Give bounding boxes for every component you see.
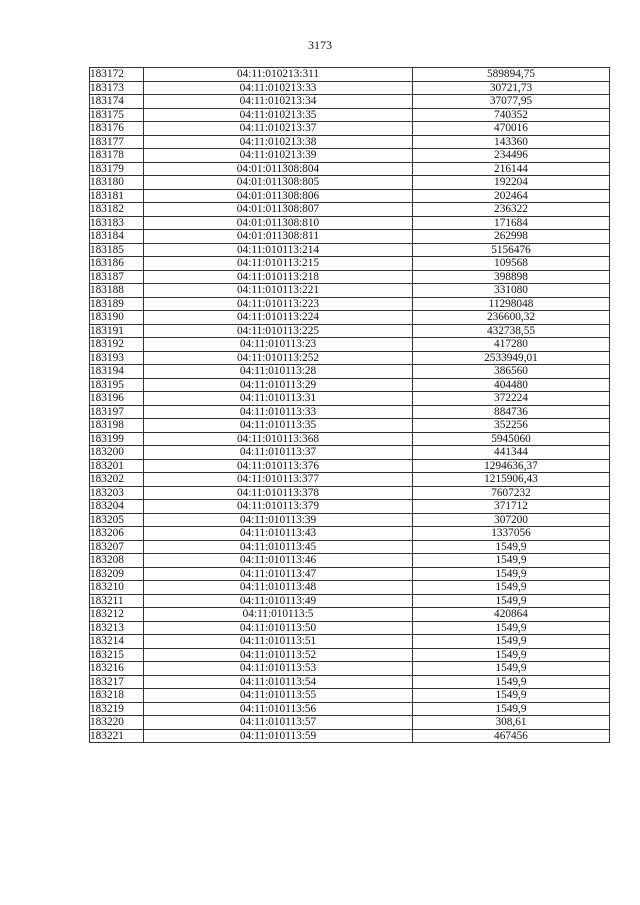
cadastral-number: 04:11:010113:53 <box>144 662 413 676</box>
cadastral-value: 5945060 <box>413 432 610 446</box>
row-number: 183213 <box>90 621 144 635</box>
row-number: 183191 <box>90 324 144 338</box>
cadastral-number: 04:11:010113:35 <box>144 419 413 433</box>
cadastral-value: 371712 <box>413 500 610 514</box>
cadastral-number: 04:11:010113:49 <box>144 594 413 608</box>
cadastral-value: 1549,9 <box>413 567 610 581</box>
table-row <box>90 351 610 365</box>
row-number: 183206 <box>90 527 144 541</box>
cadastral-value: 352256 <box>413 419 610 433</box>
table-row <box>90 540 610 554</box>
cadastral-value: 192204 <box>413 176 610 190</box>
table-row <box>90 68 610 82</box>
cadastral-value: 30721,73 <box>413 81 610 95</box>
table-row <box>90 513 610 527</box>
table-row <box>90 608 610 622</box>
cadastral-number: 04:11:010113:368 <box>144 432 413 446</box>
row-number: 183212 <box>90 608 144 622</box>
table-row <box>90 149 610 163</box>
cadastral-value: 404480 <box>413 378 610 392</box>
row-number: 183197 <box>90 405 144 419</box>
cadastral-number: 04:01:011308:807 <box>144 203 413 217</box>
cadastral-number: 04:11:010213:35 <box>144 108 413 122</box>
row-number: 183189 <box>90 297 144 311</box>
table-row <box>90 554 610 568</box>
cadastral-value: 11298048 <box>413 297 610 311</box>
row-number: 183187 <box>90 270 144 284</box>
row-number: 183209 <box>90 567 144 581</box>
cadastral-number: 04:11:010213:38 <box>144 135 413 149</box>
cadastral-number: 04:11:010113:46 <box>144 554 413 568</box>
table-row <box>90 675 610 689</box>
table-row <box>90 716 610 730</box>
table-row <box>90 122 610 136</box>
cadastral-value: 262998 <box>413 230 610 244</box>
table-row <box>90 243 610 257</box>
cadastral-value: 307200 <box>413 513 610 527</box>
cadastral-value: 216144 <box>413 162 610 176</box>
cadastral-number: 04:11:010213:34 <box>144 95 413 109</box>
cadastral-number: 04:11:010113:31 <box>144 392 413 406</box>
cadastral-value: 1337056 <box>413 527 610 541</box>
cadastral-number: 04:11:010113:43 <box>144 527 413 541</box>
cadastral-number: 04:11:010113:379 <box>144 500 413 514</box>
cadastral-value: 1549,9 <box>413 648 610 662</box>
row-number: 183210 <box>90 581 144 595</box>
cadastral-number: 04:11:010213:39 <box>144 149 413 163</box>
table-row <box>90 162 610 176</box>
cadastral-number: 04:11:010113:29 <box>144 378 413 392</box>
row-number: 183207 <box>90 540 144 554</box>
cadastral-number: 04:11:010113:48 <box>144 581 413 595</box>
cadastral-number: 04:11:010113:47 <box>144 567 413 581</box>
row-number: 183179 <box>90 162 144 176</box>
table-row <box>90 648 610 662</box>
table-row <box>90 486 610 500</box>
cadastral-value: 2533949,01 <box>413 351 610 365</box>
cadastral-value: 1549,9 <box>413 662 610 676</box>
table-row <box>90 594 610 608</box>
table-row <box>90 297 610 311</box>
table-row <box>90 473 610 487</box>
row-number: 183172 <box>90 68 144 82</box>
cadastral-number: 04:11:010113:225 <box>144 324 413 338</box>
row-number: 183217 <box>90 675 144 689</box>
cadastral-value: 236322 <box>413 203 610 217</box>
row-number: 183215 <box>90 648 144 662</box>
cadastral-value: 1549,9 <box>413 554 610 568</box>
cadastral-value: 5156476 <box>413 243 610 257</box>
cadastral-number: 04:11:010113:55 <box>144 689 413 703</box>
table-row <box>90 257 610 271</box>
registry-table-body <box>90 68 610 743</box>
row-number: 183199 <box>90 432 144 446</box>
row-number: 183176 <box>90 122 144 136</box>
cadastral-value: 386560 <box>413 365 610 379</box>
cadastral-number: 04:11:010113:45 <box>144 540 413 554</box>
table-row <box>90 189 610 203</box>
table-row <box>90 338 610 352</box>
cadastral-value: 1549,9 <box>413 675 610 689</box>
table-row <box>90 216 610 230</box>
cadastral-number: 04:11:010113:39 <box>144 513 413 527</box>
row-number: 183196 <box>90 392 144 406</box>
cadastral-number: 04:11:010113:377 <box>144 473 413 487</box>
cadastral-number: 04:11:010113:214 <box>144 243 413 257</box>
cadastral-value: 432738,55 <box>413 324 610 338</box>
row-number: 183173 <box>90 81 144 95</box>
cadastral-number: 04:11:010113:33 <box>144 405 413 419</box>
cadastral-value: 1549,9 <box>413 689 610 703</box>
row-number: 183221 <box>90 729 144 743</box>
cadastral-number: 04:11:010113:52 <box>144 648 413 662</box>
table-row <box>90 135 610 149</box>
table-row <box>90 95 610 109</box>
cadastral-number: 04:01:011308:804 <box>144 162 413 176</box>
row-number: 183203 <box>90 486 144 500</box>
cadastral-number: 04:11:010113:57 <box>144 716 413 730</box>
row-number: 183181 <box>90 189 144 203</box>
table-row <box>90 500 610 514</box>
cadastral-number: 04:01:011308:805 <box>144 176 413 190</box>
row-number: 183211 <box>90 594 144 608</box>
table-row <box>90 729 610 743</box>
row-number: 183184 <box>90 230 144 244</box>
row-number: 183214 <box>90 635 144 649</box>
cadastral-number: 04:01:011308:810 <box>144 216 413 230</box>
table-row <box>90 432 610 446</box>
cadastral-value: 740352 <box>413 108 610 122</box>
table-row <box>90 662 610 676</box>
table-row <box>90 230 610 244</box>
table-row <box>90 405 610 419</box>
table-row <box>90 621 610 635</box>
cadastral-value: 1549,9 <box>413 621 610 635</box>
table-row <box>90 311 610 325</box>
row-number: 183177 <box>90 135 144 149</box>
cadastral-value: 589894,75 <box>413 68 610 82</box>
row-number: 183219 <box>90 702 144 716</box>
cadastral-value: 234496 <box>413 149 610 163</box>
row-number: 183200 <box>90 446 144 460</box>
cadastral-value: 398898 <box>413 270 610 284</box>
row-number: 183185 <box>90 243 144 257</box>
row-number: 183188 <box>90 284 144 298</box>
cadastral-number: 04:01:011308:811 <box>144 230 413 244</box>
cadastral-value: 441344 <box>413 446 610 460</box>
cadastral-value: 171684 <box>413 216 610 230</box>
cadastral-value: 236600,32 <box>413 311 610 325</box>
row-number: 183175 <box>90 108 144 122</box>
cadastral-number: 04:11:010113:215 <box>144 257 413 271</box>
cadastral-value: 331080 <box>413 284 610 298</box>
cadastral-number: 04:11:010213:311 <box>144 68 413 82</box>
table-row <box>90 459 610 473</box>
row-number: 183195 <box>90 378 144 392</box>
cadastral-number: 04:01:011308:806 <box>144 189 413 203</box>
row-number: 183186 <box>90 257 144 271</box>
row-number: 183180 <box>90 176 144 190</box>
row-number: 183182 <box>90 203 144 217</box>
table-row <box>90 365 610 379</box>
cadastral-number: 04:11:010113:378 <box>144 486 413 500</box>
cadastral-value: 1549,9 <box>413 635 610 649</box>
cadastral-value: 420864 <box>413 608 610 622</box>
cadastral-value: 308,61 <box>413 716 610 730</box>
cadastral-number: 04:11:010113:50 <box>144 621 413 635</box>
table-row <box>90 702 610 716</box>
table-row <box>90 392 610 406</box>
table-row <box>90 284 610 298</box>
cadastral-value: 470016 <box>413 122 610 136</box>
row-number: 183193 <box>90 351 144 365</box>
row-number: 183220 <box>90 716 144 730</box>
cadastral-value: 1549,9 <box>413 594 610 608</box>
row-number: 183202 <box>90 473 144 487</box>
table-row <box>90 567 610 581</box>
table-row <box>90 270 610 284</box>
row-number: 183174 <box>90 95 144 109</box>
cadastral-number: 04:11:010213:37 <box>144 122 413 136</box>
row-number: 183183 <box>90 216 144 230</box>
table-row <box>90 324 610 338</box>
cadastral-number: 04:11:010113:252 <box>144 351 413 365</box>
cadastral-number: 04:11:010213:33 <box>144 81 413 95</box>
cadastral-value: 1294636,37 <box>413 459 610 473</box>
cadastral-value: 7607232 <box>413 486 610 500</box>
cadastral-value: 202464 <box>413 189 610 203</box>
cadastral-value: 372224 <box>413 392 610 406</box>
row-number: 183216 <box>90 662 144 676</box>
table-row <box>90 446 610 460</box>
cadastral-value: 109568 <box>413 257 610 271</box>
cadastral-number: 04:11:010113:54 <box>144 675 413 689</box>
registry-table <box>89 67 610 743</box>
cadastral-value: 417280 <box>413 338 610 352</box>
table-row <box>90 378 610 392</box>
row-number: 183194 <box>90 365 144 379</box>
row-number: 183218 <box>90 689 144 703</box>
cadastral-number: 04:11:010113:223 <box>144 297 413 311</box>
cadastral-number: 04:11:010113:224 <box>144 311 413 325</box>
cadastral-number: 04:11:010113:221 <box>144 284 413 298</box>
cadastral-number: 04:11:010113:37 <box>144 446 413 460</box>
cadastral-number: 04:11:010113:56 <box>144 702 413 716</box>
cadastral-number: 04:11:010113:218 <box>144 270 413 284</box>
cadastral-value: 467456 <box>413 729 610 743</box>
cadastral-value: 37077,95 <box>413 95 610 109</box>
cadastral-value: 143360 <box>413 135 610 149</box>
cadastral-number: 04:11:010113:376 <box>144 459 413 473</box>
row-number: 183204 <box>90 500 144 514</box>
table-row <box>90 108 610 122</box>
page-number: 3173 <box>308 38 332 52</box>
row-number: 183192 <box>90 338 144 352</box>
table-row <box>90 689 610 703</box>
cadastral-value: 1549,9 <box>413 702 610 716</box>
cadastral-number: 04:11:010113:59 <box>144 729 413 743</box>
row-number: 183208 <box>90 554 144 568</box>
cadastral-number: 04:11:010113:51 <box>144 635 413 649</box>
row-number: 183198 <box>90 419 144 433</box>
row-number: 183201 <box>90 459 144 473</box>
cadastral-value: 884736 <box>413 405 610 419</box>
row-number: 183205 <box>90 513 144 527</box>
table-row <box>90 419 610 433</box>
cadastral-value: 1549,9 <box>413 581 610 595</box>
table-row <box>90 81 610 95</box>
row-number: 183178 <box>90 149 144 163</box>
table-row <box>90 203 610 217</box>
table-row <box>90 176 610 190</box>
table-row <box>90 581 610 595</box>
cadastral-number: 04:11:010113:5 <box>144 608 413 622</box>
row-number: 183190 <box>90 311 144 325</box>
cadastral-value: 1549,9 <box>413 540 610 554</box>
cadastral-number: 04:11:010113:23 <box>144 338 413 352</box>
table-row <box>90 527 610 541</box>
table-row <box>90 635 610 649</box>
cadastral-number: 04:11:010113:28 <box>144 365 413 379</box>
cadastral-value: 1215906,43 <box>413 473 610 487</box>
